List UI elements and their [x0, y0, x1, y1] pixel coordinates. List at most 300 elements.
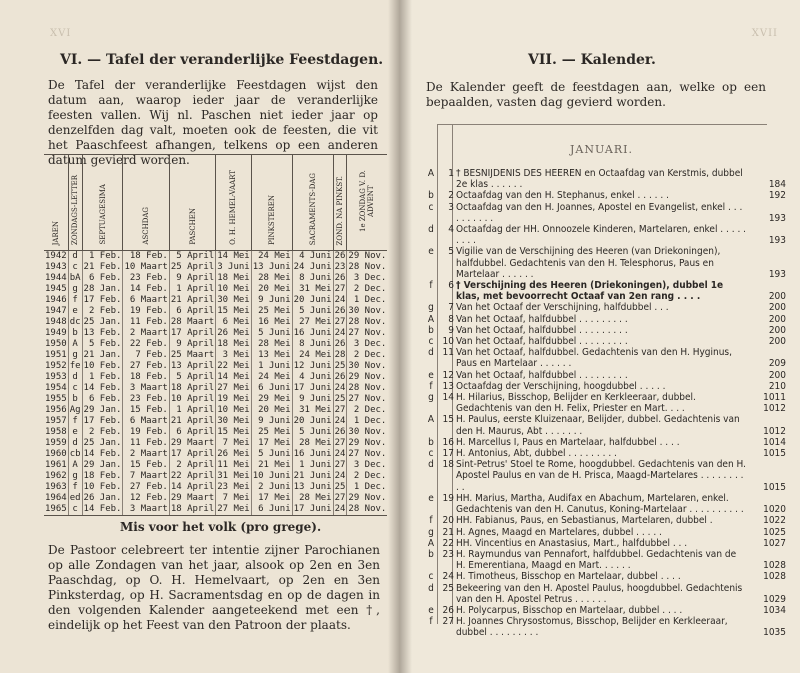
- feast-text: H. Joannes Chrysostomus, Bisschop, Belijder en Kerkleeraar, dubbel . . . . . . . . .: [456, 616, 728, 639]
- day-number: 20: [442, 515, 454, 527]
- page-reference: 1025: [763, 526, 786, 538]
- sunday-letter: b: [428, 548, 434, 560]
- table-cell: 17 Mei: [251, 493, 292, 504]
- sunday-letter: g: [428, 392, 434, 404]
- table-cell: 9 Juni: [251, 295, 292, 306]
- day-number: 6: [448, 280, 454, 292]
- page-reference: 1027: [763, 537, 786, 549]
- table-cell: 26: [334, 306, 346, 316]
- table-cell: 24: [334, 383, 346, 393]
- table-cell: 24 Juni: [293, 262, 332, 272]
- table-cell: 1961: [45, 460, 67, 470]
- day-number: 17: [442, 448, 454, 460]
- table-cell: 30 Nov.: [348, 306, 387, 316]
- table-cell: 2 Dec.: [347, 284, 387, 295]
- day-number: 9: [448, 324, 454, 336]
- table-cell: A: [68, 339, 82, 350]
- table-cell: 1 Juni: [251, 361, 292, 372]
- table-row: [44, 273, 387, 284]
- feast-text: H. Hilarius, Bisschop, Belijder en Kerkleeraar, dubbel. Gedachtenis van den H. Felix, Priester en Mart. . . .: [456, 392, 696, 415]
- table-cell: 26 Mei: [217, 449, 250, 459]
- table-cell: 2 Feb.: [82, 427, 123, 438]
- calendar-entry: [424, 325, 786, 336]
- sunday-letter: f: [429, 380, 433, 392]
- day-number: 21: [442, 526, 454, 538]
- calendar-entry: [424, 583, 786, 605]
- table-cell: 10 Juni: [252, 471, 291, 481]
- feast-text: Van het Octaaf, halfdubbel . . . . . . . . .: [456, 336, 628, 348]
- table-cell: 14 Feb.: [123, 284, 169, 295]
- table-cell: 13 Juni: [293, 482, 332, 492]
- table-cell: 14 April: [170, 482, 215, 492]
- table-cell: 10 Mei: [217, 405, 250, 415]
- table-cell: 30 Nov.: [348, 361, 387, 371]
- table-cell: 11 Feb.: [123, 438, 169, 449]
- table-cell: 15 Feb.: [123, 460, 169, 471]
- calendar-entry: [424, 527, 786, 538]
- table-cell: 24 Mei: [251, 251, 292, 263]
- table-cell: c: [68, 262, 82, 273]
- table-cell: 26: [334, 251, 346, 261]
- feast-text: Van het Octaaf, halfdubbel. Gedachtenis van den H. Hyginus, Paus en Martelaar . . . . . .: [456, 347, 732, 370]
- table-cell: 1 Dec.: [347, 416, 387, 427]
- table-row: [44, 361, 387, 372]
- table-row: [44, 449, 387, 460]
- table-header-cell: 1e ZONDAG V. D. ADVENT: [359, 170, 376, 232]
- movable-feasts-table: [44, 154, 387, 516]
- table-row: [44, 284, 387, 295]
- table-cell: 16 Mei: [251, 317, 292, 328]
- table-cell: 19 Feb.: [123, 306, 169, 317]
- table-cell: 12 Juni: [293, 361, 332, 371]
- table-cell: 4 Juni: [292, 251, 333, 263]
- sunday-letter: b: [428, 436, 434, 448]
- table-cell: 21 April: [170, 295, 215, 305]
- table-cell: 11 Mei: [217, 460, 250, 470]
- table-cell: 1958: [45, 427, 67, 437]
- table-cell: 26: [334, 372, 346, 382]
- sunday-letter: f: [429, 280, 433, 292]
- table-cell: 2 April: [169, 460, 215, 471]
- table-row: [44, 504, 387, 516]
- table-cell: 18 Feb.: [83, 471, 122, 481]
- calendar-entry: [424, 448, 786, 459]
- page-reference: 1011 1012: [763, 392, 786, 415]
- table-cell: 29 Maart: [170, 438, 215, 448]
- feast-text: Octaafdag der HH. Onnoozele Kinderen, Martelaren, enkel . . . . . . . . .: [456, 224, 747, 247]
- table-cell: 5 April: [169, 251, 215, 263]
- table-cell: 3 Dec.: [347, 460, 387, 471]
- table-cell: 22 Feb.: [123, 339, 169, 350]
- page-reference: 200: [768, 369, 786, 381]
- table-cell: c: [68, 504, 82, 516]
- table-cell: 1 Feb.: [82, 251, 123, 263]
- table-cell: 28 Nov.: [348, 504, 387, 514]
- table-cell: f: [68, 416, 82, 427]
- table-row: [44, 317, 387, 328]
- table-cell: 13 April: [170, 361, 215, 371]
- table-cell: 24: [334, 328, 346, 338]
- left-intro-paragraph: De Tafel der veranderlijke Feestdagen wijst den datum aan, waarop ieder jaar de veranderlijke feesten vallen. Wij nl. Paschen niet ieder jaar op denzelfden dag valt, moeten ook de feesten, die vit het Paaschfeest afhangen, telkens op een anderen datum gevierd worden.: [48, 78, 378, 167]
- page-reference: 200: [768, 313, 786, 325]
- table-cell: 1 April: [169, 284, 215, 295]
- feast-text: H. Antonius, Abt, dubbel . . . . . . . . .: [456, 448, 617, 460]
- page-reference: 200: [768, 324, 786, 336]
- table-cell: 29 Nov.: [348, 438, 387, 448]
- table-cell: 15 Mei: [217, 427, 250, 437]
- sunday-letter: A: [427, 168, 435, 179]
- table-cell: 29 Maart: [170, 493, 215, 503]
- table-cell: b: [68, 394, 82, 405]
- table-cell: 29 Jan.: [83, 405, 122, 415]
- table-cell: 2 Dec.: [347, 471, 387, 482]
- sunday-letter: d: [428, 347, 434, 359]
- table-cell: 7 Mei: [216, 438, 252, 449]
- table-cell: 1952: [45, 361, 67, 371]
- table-row: [44, 372, 387, 383]
- table-cell: 27: [334, 493, 346, 503]
- table-cell: 21 Mei: [251, 460, 292, 471]
- sunday-letter: f: [429, 515, 433, 527]
- table-cell: 28 Mei: [251, 273, 292, 284]
- calendar-entry: [424, 414, 786, 436]
- table-cell: 18 April: [170, 383, 215, 393]
- table-cell: 28: [334, 350, 346, 360]
- sunday-letter: b: [428, 324, 434, 336]
- table-cell: 25 Maart: [170, 350, 215, 360]
- table-cell: 9 Juni: [292, 394, 333, 405]
- table-cell: 3 Mei: [216, 350, 252, 361]
- sunday-letter: d: [428, 459, 434, 471]
- table-cell: 15 Mei: [217, 306, 250, 316]
- feast-text: H. Raymundus van Pennafort, halfdubbel. Gedachtenis van de H. Emerentiana, Maagd en Mart. . . . . .: [456, 548, 737, 572]
- day-number: 2: [448, 190, 454, 202]
- feast-text: H. Agnes, Maagd en Martelares, dubbel . . . . .: [456, 526, 662, 538]
- table-cell: 3 Maart: [123, 383, 169, 394]
- table-cell: 1944: [45, 273, 67, 283]
- table-cell: 1960: [45, 449, 67, 459]
- table-row: [44, 262, 387, 273]
- day-number: 10: [442, 336, 454, 348]
- calendar-entry: [424, 549, 786, 571]
- day-number: 13: [442, 380, 454, 392]
- sunday-letter: A: [427, 313, 435, 325]
- table-cell: 27 Feb.: [123, 361, 169, 372]
- month-heading: JANUARI.: [570, 143, 633, 156]
- calendar-entry: [424, 347, 786, 369]
- sunday-letter: A: [427, 537, 435, 549]
- feast-text: Vigilie van de Verschijning des Heeren (van Driekoningen), halfdubbel. Gedachtenis van den H. Telesphorus, Paus en Martelaar . . . . . .: [456, 246, 721, 280]
- sunday-letter: e: [428, 369, 434, 381]
- table-cell: 1955: [45, 394, 67, 404]
- table-cell: 28 Jan.: [83, 284, 122, 294]
- day-number: 16: [442, 436, 454, 448]
- day-number: 12: [442, 369, 454, 381]
- table-cell: 27 Nov.: [348, 328, 387, 338]
- table-cell: 1962: [45, 471, 67, 481]
- table-cell: 27: [334, 405, 346, 415]
- table-cell: 21 Juni: [293, 471, 332, 481]
- page-reference: 193: [768, 212, 786, 224]
- table-cell: 6 Feb.: [82, 394, 123, 405]
- sunday-letter: g: [428, 526, 434, 538]
- day-number: 14: [442, 392, 454, 404]
- day-number: 26: [442, 604, 454, 616]
- right-section-title: VII. — Kalender.: [528, 52, 656, 68]
- table-cell: 27 Mei: [217, 383, 250, 393]
- table-cell: 17 April: [170, 449, 215, 459]
- table-cell: 18 Feb.: [123, 251, 169, 263]
- table-cell: 27: [334, 438, 346, 448]
- table-cell: f: [68, 482, 82, 493]
- calendar-entry: [424, 302, 786, 313]
- page-reference: 1014: [763, 436, 786, 448]
- feast-text: Octaafdag der Verschijning, hoogdubbel . . . . .: [456, 380, 666, 392]
- table-cell: 1954: [45, 383, 67, 393]
- left-section-title: VI. — Tafel der veranderlijke Feestdagen.: [60, 52, 384, 68]
- feast-text: H. Paulus, eerste Kluizenaar, Belijder, dubbel. Gedachtenis van den H. Maurus, Abt . . . . . . .: [456, 414, 740, 437]
- table-cell: 10 April: [170, 394, 215, 404]
- feast-text: Van het Octaaf der Verschijning, halfdubbel . . .: [456, 302, 669, 314]
- day-number: 1: [448, 168, 454, 179]
- table-cell: 26: [334, 427, 346, 437]
- sunday-letter: c: [428, 571, 434, 583]
- table-row: [44, 328, 387, 339]
- table-cell: 10 Maart: [124, 262, 168, 272]
- book-gutter: [388, 0, 412, 673]
- table-cell: 1951: [45, 350, 67, 360]
- table-cell: 24: [334, 471, 346, 481]
- table-cell: A: [68, 460, 82, 471]
- table-cell: 18 Mei: [217, 273, 250, 283]
- table-cell: 5 April: [169, 372, 215, 383]
- table-cell: d: [68, 438, 82, 449]
- table-cell: 5 Juni: [292, 306, 333, 317]
- table-row: [44, 339, 387, 350]
- table-cell: 1 Juni: [292, 460, 333, 471]
- page-reference: 1020: [763, 504, 786, 516]
- feast-text: HH. Vincentius en Anastasius, Mart., halfdubbel . . .: [456, 537, 688, 549]
- page-reference: 193: [768, 235, 786, 247]
- table-cell: 14 Feb.: [83, 449, 122, 459]
- table-cell: 17 Mei: [251, 438, 292, 449]
- table-cell: 27 Nov.: [348, 449, 387, 459]
- calendar-entry: [424, 459, 786, 493]
- table-cell: 31 Mei: [292, 284, 333, 295]
- calendar-entry: [424, 314, 786, 325]
- table-cell: dc: [69, 317, 81, 327]
- table-cell: 30 Nov.: [348, 427, 387, 437]
- table-cell: 23 Mei: [217, 482, 250, 492]
- page-reference: 1029: [763, 593, 786, 605]
- table-cell: 19 Mei: [217, 394, 250, 404]
- table-cell: 20 Mei: [251, 405, 292, 416]
- table-cell: 14 Feb.: [83, 383, 122, 393]
- day-number: 23: [442, 548, 454, 560]
- table-row: [44, 416, 387, 427]
- table-cell: 27: [334, 317, 346, 327]
- table-cell: 1963: [45, 482, 67, 492]
- calendar-entry: [424, 202, 786, 224]
- table-row: [44, 438, 387, 449]
- sunday-letter: g: [428, 302, 434, 314]
- right-running-head: XVII: [751, 28, 778, 39]
- table-cell: 29 Mei: [251, 394, 292, 405]
- table-cell: 29 Nov.: [348, 493, 387, 503]
- table-cell: 1 April: [169, 405, 215, 416]
- table-cell: 16 Juni: [293, 328, 332, 338]
- table-cell: 29 Nov.: [348, 251, 387, 261]
- calendar-entry: [424, 370, 786, 381]
- table-cell: 17 Feb.: [83, 295, 122, 305]
- day-number: 3: [448, 201, 454, 213]
- table-cell: 14 Mei: [217, 251, 250, 261]
- table-cell: 25 Mei: [251, 427, 292, 438]
- calendar-entry: [424, 168, 786, 190]
- table-cell: 12 Feb.: [123, 493, 169, 504]
- table-cell: 1943: [45, 262, 67, 272]
- calendar-entry: [424, 392, 786, 414]
- table-row: [44, 471, 387, 482]
- calendar-entry: [424, 437, 786, 448]
- table-cell: 21 Jan.: [83, 350, 122, 360]
- table-cell: 6 Maart: [123, 416, 169, 427]
- table-cell: 23: [334, 262, 346, 272]
- table-cell: 25 Jan.: [83, 317, 122, 327]
- table-cell: 15 Feb.: [123, 405, 169, 416]
- table-cell: 24: [334, 416, 346, 426]
- table-cell: 9 Juni: [251, 416, 292, 427]
- table-cell: 5 Feb.: [82, 339, 123, 350]
- table-header-cell: SACRAMENTS-DAG: [308, 172, 317, 245]
- day-number: 8: [448, 313, 454, 325]
- sunday-letter: c: [428, 336, 434, 348]
- table-header-cell: PASCHEN: [188, 208, 197, 245]
- table-cell: 1957: [45, 416, 67, 426]
- table-cell: 6 April: [169, 306, 215, 317]
- table-cell: 14 Mei: [217, 372, 250, 382]
- page-reference: 1028: [763, 571, 786, 583]
- calendar-entry: [424, 246, 786, 280]
- table-cell: 22 Mei: [217, 361, 250, 371]
- feast-text: H. Marcellus I, Paus en Martelaar, halfdubbel . . . .: [456, 436, 680, 448]
- page-reference: 1028: [763, 560, 786, 572]
- table-cell: 10 Feb.: [83, 482, 122, 492]
- feast-text: Sint-Petrus' Stoel te Rome, hoogdubbel. Gedachtenis van den H. Apostel Paulus en van de H. Prisca, Maagd-Martelares . . . . . . . . . .: [456, 459, 746, 493]
- table-cell: 27 Feb.: [123, 482, 169, 493]
- table-cell: bA: [69, 273, 81, 283]
- table-cell: 24: [334, 504, 346, 514]
- table-cell: 6 Mei: [216, 317, 252, 328]
- table-cell: 17 Feb.: [83, 416, 122, 426]
- table-cell: 28 Nov.: [348, 383, 387, 393]
- table-cell: 6 Juni: [251, 383, 292, 394]
- table-cell: 3 Maart: [123, 504, 169, 516]
- table-cell: 4 Juni: [292, 372, 333, 383]
- table-cell: 3 Dec.: [347, 339, 387, 350]
- page-reference: 1015: [763, 448, 786, 460]
- table-cell: 25: [334, 361, 346, 371]
- page-reference: 193: [768, 268, 786, 280]
- sunday-letter: d: [428, 582, 434, 594]
- table-cell: 1956: [45, 405, 67, 415]
- table-cell: 25 Mei: [251, 306, 292, 317]
- table-cell: 27 Mei: [292, 317, 333, 328]
- table-cell: 31 Mei: [217, 471, 250, 481]
- day-number: 15: [442, 414, 454, 426]
- table-cell: 17 Juni: [293, 383, 332, 393]
- table-cell: 13 Mei: [251, 350, 292, 361]
- table-cell: 25: [334, 394, 346, 404]
- table-cell: 28 Nov.: [348, 262, 387, 272]
- table-cell: 26 Mei: [217, 328, 250, 338]
- table-cell: 30 Mei: [217, 295, 250, 305]
- table-row: [44, 405, 387, 416]
- table-cell: 1946: [45, 295, 67, 305]
- table-cell: 1942: [45, 251, 67, 261]
- table-cell: 8 Juni: [292, 339, 333, 350]
- table-cell: 20 Juni: [293, 416, 332, 426]
- table-cell: 2 Feb.: [82, 306, 123, 317]
- table-cell: 1965: [45, 504, 67, 514]
- table-cell: 6 April: [169, 427, 215, 438]
- table-cell: 2 Dec.: [347, 350, 387, 361]
- day-number: 27: [442, 616, 454, 628]
- table-row: [44, 251, 387, 263]
- table-cell: c: [68, 383, 82, 394]
- sunday-letter: d: [428, 224, 434, 236]
- table-row: [44, 493, 387, 504]
- page-reference: 210: [768, 380, 786, 392]
- feast-text: Van het Octaaf, halfdubbel . . . . . . . . .: [456, 369, 628, 381]
- calendar-entry: [424, 538, 786, 549]
- calendar-entry: [424, 336, 786, 347]
- page-reference: 209: [768, 358, 786, 370]
- table-cell: g: [68, 284, 82, 295]
- table-row: [44, 427, 387, 438]
- table-cell: 1 Feb.: [82, 372, 123, 383]
- table-cell: ed: [69, 493, 81, 503]
- table-cell: 16 Juni: [293, 449, 332, 459]
- table-cell: 18 Mei: [217, 339, 250, 349]
- table-cell: 10 Mei: [217, 284, 250, 294]
- day-number: 25: [442, 582, 454, 594]
- table-row: [44, 460, 387, 471]
- day-number: 4: [448, 224, 454, 236]
- sunday-letter: e: [428, 246, 434, 258]
- sunday-letter: f: [429, 616, 433, 628]
- table-cell: b: [68, 328, 82, 339]
- table-cell: 25 April: [170, 262, 215, 272]
- table-cell: 1945: [45, 284, 67, 294]
- table-cell: 29 Nov.: [348, 372, 387, 382]
- table-cell: 28 Maart: [170, 317, 215, 327]
- table-row: [44, 482, 387, 493]
- table-cell: 26: [334, 339, 346, 349]
- day-number: 22: [442, 537, 454, 549]
- table-header-cell: PINKSTEREN: [267, 195, 276, 245]
- table-cell: 24: [334, 295, 346, 305]
- feast-text: Bekeering van den H. Apostel Paulus, hoogdubbel. Gedachtenis van den H. Apostel Petrus . . . . . .: [456, 582, 743, 605]
- table-cell: d: [68, 251, 82, 263]
- table-cell: 1959: [45, 438, 67, 448]
- calendar-entry: [424, 280, 786, 302]
- feast-text: Octaafdag van den H. Stephanus, enkel . . . . . .: [456, 190, 669, 202]
- table-cell: 17 April: [170, 328, 215, 338]
- feast-text: HH. Fabianus, Paus, en Sebastianus, Martelaren, dubbel .: [456, 515, 713, 527]
- table-cell: 27 Nov.: [348, 394, 387, 404]
- table-cell: 1964: [45, 493, 67, 503]
